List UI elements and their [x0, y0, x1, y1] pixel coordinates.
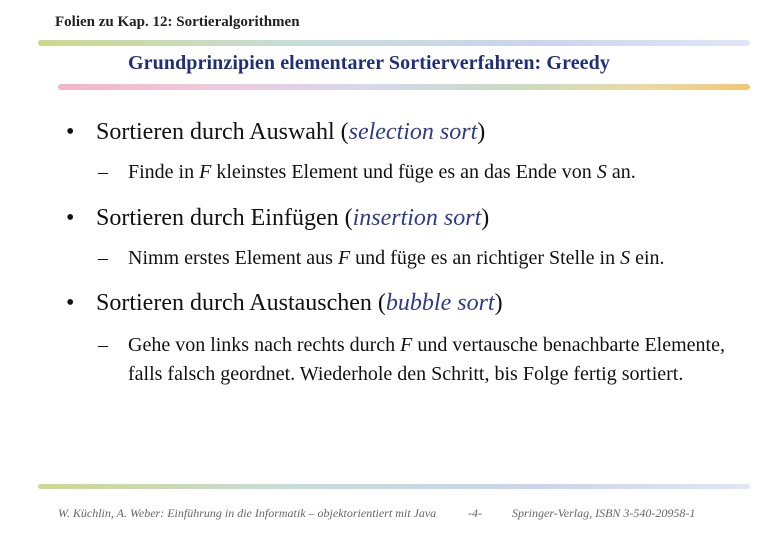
bullet-dot: •	[66, 205, 75, 231]
sub-text: Gehe von links nach rechts durch	[128, 334, 401, 356]
bullet-term: bubble sort	[385, 290, 495, 316]
sub-text: Nimm erstes Element aus	[128, 247, 338, 269]
var-f: F	[337, 247, 351, 269]
bullet-text: Sortieren durch Austauschen (	[96, 290, 386, 316]
sub-text: an.	[606, 161, 636, 183]
sub-bullet-dash: –	[98, 161, 108, 183]
sub-bullet-bubble-sort	[98, 331, 740, 389]
footer-publisher: Springer-Verlag, ISBN 3-540-20958-1	[512, 506, 696, 520]
sub-bullet-dash: –	[98, 334, 108, 356]
bullet-suffix: )	[477, 119, 486, 145]
sub-bullet-dash: –	[98, 247, 108, 269]
bullet-suffix: )	[481, 205, 490, 231]
slide-title: Grundprinzipien elementarer Sortierverfahren: Greedy	[128, 52, 610, 74]
bullet-selection-sort	[60, 118, 740, 146]
var-f: F	[199, 161, 212, 183]
sub-text: und füge es an richtiger Stelle in	[350, 247, 621, 269]
sub-text: ein.	[630, 247, 665, 269]
top-divider	[38, 40, 750, 46]
bullet-bubble-sort	[60, 289, 740, 317]
sub-bullet-selection-sort	[98, 158, 740, 187]
var-f: F	[400, 334, 413, 356]
bullet-text: Sortieren durch Einfügen (	[96, 205, 353, 231]
bullet-term: insertion sort	[352, 205, 482, 231]
bullet-suffix: )	[494, 290, 503, 316]
sub-text: kleinstes Element und füge es an das Ende von	[211, 161, 597, 183]
sub-text: und vertausche benachbarte Elemente, falls falsch geordnet. Wiederhole den Schritt, bis Folge fertig sortiert.	[128, 334, 725, 385]
bullet-insertion-sort	[60, 204, 740, 232]
footer-page-number: -4-	[468, 506, 482, 520]
footer-authors: W. Küchlin, A. Weber: Einführung in die Informatik – objektorientiert mit Java	[58, 506, 437, 520]
bullet-term: selection sort	[348, 119, 478, 145]
bottom-divider	[38, 484, 750, 489]
var-s: S	[620, 247, 631, 269]
header-title: Folien zu Kap. 12: Sortieralgorithmen	[55, 14, 300, 30]
bullet-text: Sortieren durch Auswahl (	[96, 119, 349, 145]
bullet-dot: •	[66, 119, 75, 145]
bullet-dot: •	[66, 290, 75, 316]
sub-text: Finde in	[128, 161, 200, 183]
var-s: S	[596, 161, 607, 183]
title-underline	[58, 84, 750, 90]
slide-content	[60, 118, 740, 389]
sub-bullet-insertion-sort	[98, 244, 740, 273]
